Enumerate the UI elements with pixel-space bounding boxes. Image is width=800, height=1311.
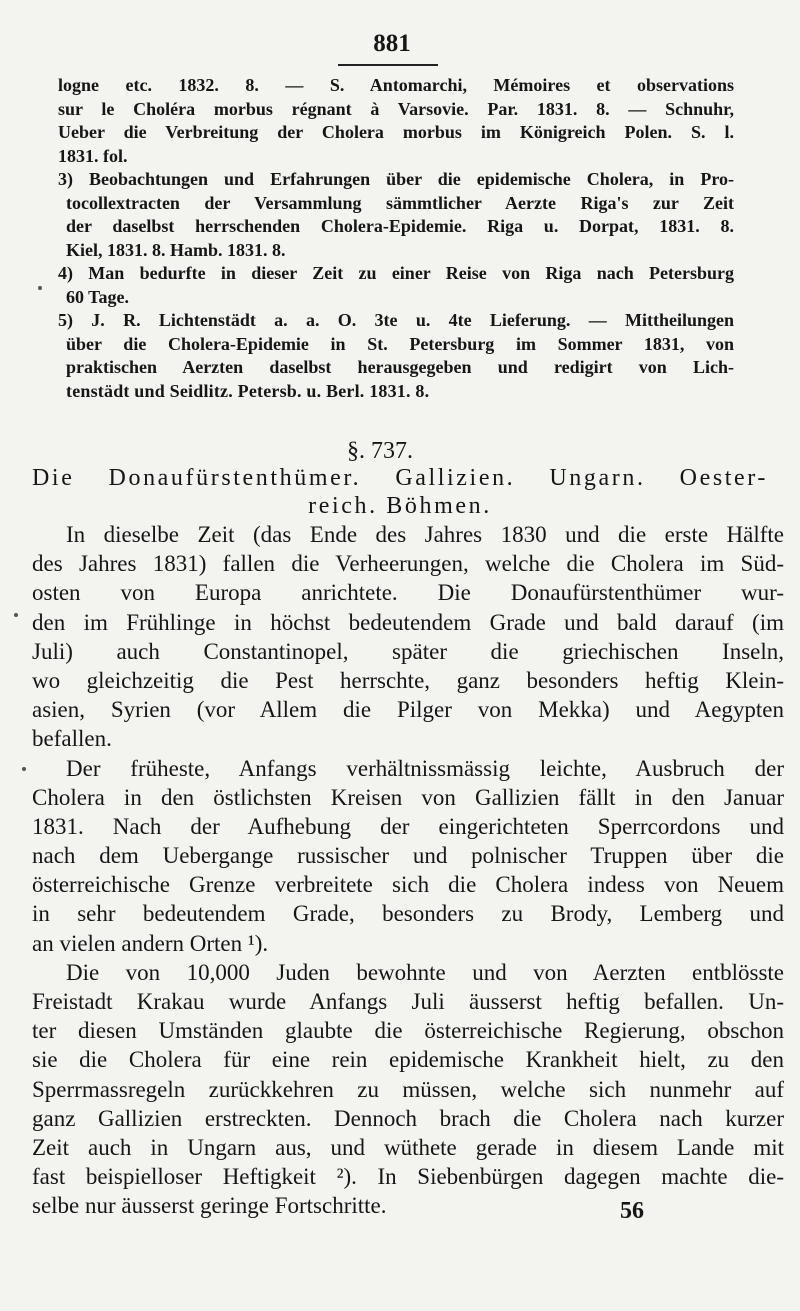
body-line: nach dem Uebergange russischer und polnischer Truppen über die — [32, 843, 784, 869]
section-number: §. 737. — [347, 438, 413, 464]
section-title-continued: reich. Böhmen. — [308, 493, 492, 519]
body-line: an vielen andern Orten ¹). — [32, 930, 269, 956]
footnote-line: tocollextracten der Versammlung sämmtlicher Aerzte Riga's zur Zeit — [66, 192, 734, 213]
footnote-line: 5) J. R. Lichtenstädt a. a. O. 3te u. 4te Lieferung. — Mittheilungen — [58, 310, 734, 330]
footnote-line: sur le Choléra morbus régnant à Varsovie. Par. 1831. 8. — Schnuhr, — [58, 98, 734, 119]
footnote-line: praktischen Aerzten daselbst herausgegeben und redigirt von Lich- — [66, 357, 734, 377]
body-line: Sperrmassregeln zurückkehren zu müssen, welche sich nunmehr auf — [32, 1076, 784, 1102]
footnote-line: tenstädt und Seidlitz. Petersb. u. Berl. 1831. 8. — [66, 380, 430, 401]
signature-mark: 56 — [620, 1198, 644, 1224]
body-line: Der früheste, Anfangs verhältnissmässig leichte, Ausbruch der — [66, 755, 784, 781]
body-line: Freistadt Krakau wurde Anfangs Juli äusserst heftig befallen. Un- — [32, 989, 784, 1014]
body-line: 1831. Nach der Aufhebung der eingerichteten Sperrcordons und — [32, 813, 784, 839]
footnote-line: Kiel, 1831. 8. Hamb. 1831. 8. — [66, 239, 286, 260]
footnote-line: 60 Tage. — [66, 286, 130, 307]
footnote-line: 4) Man bedurfte in dieser Zeit zu einer Reise von Riga nach Petersburg — [58, 263, 734, 283]
body-line: in sehr bedeutendem Grade, besonders zu Brody, Lemberg und — [32, 901, 784, 927]
section-title: Die Donaufürstenthümer. Gallizien. Ungarn. Oester- — [32, 465, 768, 491]
body-line: den im Frühlinge in höchst bedeutendem Grade und bald darauf (im — [32, 609, 784, 635]
body-line: fast beispielloser Heftigkeit ²). In Siebenbürgen dagegen machte die- — [32, 1164, 784, 1190]
margin-speck — [38, 286, 42, 290]
margin-speck — [14, 613, 18, 617]
body-line: österreichische Grenze verbreitete sich die Cholera indess von Neuem — [32, 872, 784, 898]
body-line: ganz Gallizien erstreckten. Dennoch brach die Cholera nach kurzer — [32, 1105, 784, 1131]
body-line: selbe nur äusserst geringe Fortschritte. — [32, 1193, 387, 1219]
body-line: befallen. — [32, 726, 112, 752]
body-line: osten von Europa anrichtete. Die Donaufürstenthümer wur- — [32, 580, 784, 606]
footnote-line: logne etc. 1832. 8. — S. Antomarchi, Mémoires et observations — [58, 75, 734, 95]
body-line: ter diesen Umständen glaubte die österreichische Regierung, obschon — [32, 1018, 784, 1044]
body-line: des Jahres 1831) fallen die Verheerungen, welche die Cholera im Süd- — [32, 551, 784, 577]
body-line: Cholera in den östlichsten Kreisen von Gallizien fällt in den Januar — [32, 784, 784, 810]
footnote-line: Ueber die Verbreitung der Cholera morbus im Königreich Polen. S. l. — [58, 122, 734, 142]
body-line: wo gleichzeitig die Pest herrschte, ganz besonders heftig Klein- — [32, 667, 784, 693]
body-line: Zeit auch in Ungarn aus, und wüthete gerade in diesem Lande mit — [32, 1134, 784, 1160]
margin-speck — [22, 767, 26, 771]
body-line: Juli) auch Constantinopel, später die griechischen Inseln, — [32, 638, 784, 664]
body-text — [32, 520, 784, 1221]
footnote-line: über die Cholera-Epidemie in St. Petersburg im Sommer 1831, von — [66, 333, 734, 354]
footnote-line: 1831. fol. — [58, 145, 128, 166]
body-line: asien, Syrien (vor Allem die Pilger von Mekka) und Aegypten — [32, 697, 784, 723]
body-line: sie die Cholera für eine rein epidemische Krankheit hielt, zu den — [32, 1047, 784, 1073]
header-rule — [338, 64, 438, 66]
body-line: Die von 10,000 Juden bewohnte und von Aerzten entblösste — [66, 959, 784, 985]
footnote-line: 3) Beobachtungen und Erfahrungen über die epidemische Cholera, in Pro- — [58, 169, 734, 189]
footnote-line: der daselbst herrschenden Cholera-Epidemie. Riga u. Dorpat, 1831. 8. — [66, 216, 734, 236]
footnotes-block — [58, 74, 734, 403]
page-number: 881 — [373, 30, 411, 57]
body-line: In dieselbe Zeit (das Ende des Jahres 1830 und die erste Hälfte — [66, 522, 784, 547]
